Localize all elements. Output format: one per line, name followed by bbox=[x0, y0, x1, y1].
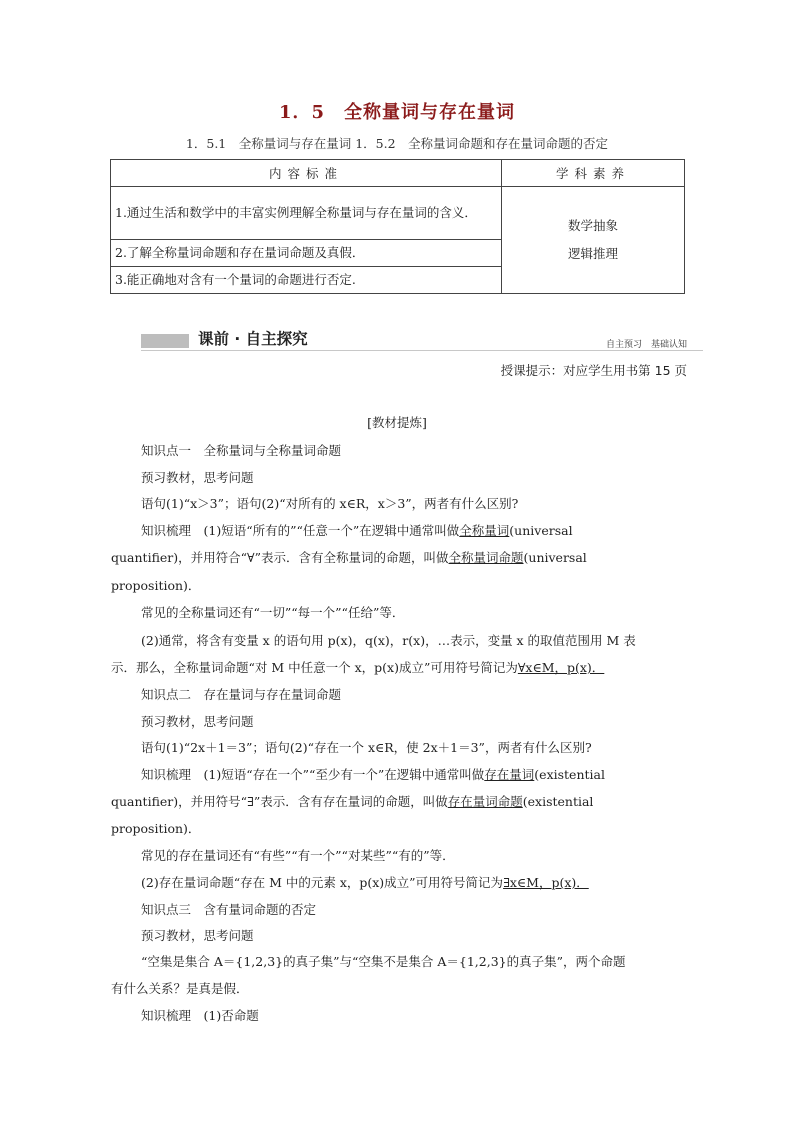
literacy-cell bbox=[502, 187, 685, 294]
table-header-content: 内容标准 bbox=[111, 160, 502, 187]
kp2-preview: 预习教材，思考问题 bbox=[141, 714, 254, 729]
page-subtitle: 1．5.1 全称量词与存在量词 1．5.2 全称量词命题和存在量词命题的否定 bbox=[185, 136, 609, 151]
text-span: 示．那么，全称量词命题“对 M 中任意一个 x，p(x)成立”可用符号简记为 bbox=[111, 660, 518, 675]
kp3-preview: 预习教材，思考问题 bbox=[141, 928, 254, 943]
kp3-question-a: “空集是集合 A＝{1,2,3}的真子集”与“空集不是集合 A＝{1,2,3}的真子集”，两个命题 bbox=[141, 954, 626, 969]
teaching-hint: 授课提示：对应学生用书第 15 页 bbox=[500, 363, 687, 378]
table-header-literacy: 学科素养 bbox=[502, 160, 685, 187]
text-span: quantifier)，并用符合“∀”表示．含有全称量词的命题，叫做 bbox=[111, 550, 449, 565]
kp2-title: 知识点二 存在量词与存在量词命题 bbox=[141, 687, 342, 702]
literacy-item: 逻辑推理 bbox=[567, 246, 618, 261]
standards-table bbox=[110, 159, 685, 294]
kp1-para3a: (2)通常，将含有变量 x 的语句用 p(x)，q(x)，r(x)，…表示，变量 x 的取值范围用 M 表 bbox=[141, 633, 636, 648]
section-divider bbox=[141, 350, 703, 351]
table-row: 3.能正确地对含有一个量词的命题进行否定. bbox=[111, 267, 502, 294]
term-existential-quantifier: 存在量词 bbox=[484, 767, 535, 782]
table-row: 1.通过生活和数学中的丰富实例理解全称量词与存在量词的含义． bbox=[111, 187, 502, 240]
kp1-question: 语句(1)“x＞3”；语句(2)“对所有的 x∈R，x＞3”，两者有什么区别? bbox=[141, 496, 519, 511]
kp1-para1c: proposition)． bbox=[111, 578, 201, 593]
kp2-para2: 常见的存在量词还有“有些”“有一个”“对某些”“有的”等． bbox=[141, 848, 455, 863]
text-span: 知识梳理 (1)短语“存在一个”“至少有一个”在逻辑中通常叫做 bbox=[141, 767, 485, 782]
kp2-para1a bbox=[141, 765, 605, 783]
kp2-para3 bbox=[141, 873, 589, 891]
section-title: 课前 · 自主探究 bbox=[198, 330, 308, 348]
text-span: (existential bbox=[522, 794, 594, 809]
kp3-question-b: 有什么关系？是真是假． bbox=[111, 981, 249, 996]
kp1-para2: 常见的全称量词还有“一切”“每一个”“任给”等． bbox=[141, 605, 405, 620]
table-row: 2.了解全称量词命题和存在量词命题及真假． bbox=[111, 240, 502, 267]
kp1-title: 知识点一 全称量词与全称量词命题 bbox=[141, 443, 342, 458]
text-span: (2)存在量词命题“存在 M 中的元素 x，p(x)成立”可用符号简记为 bbox=[141, 875, 504, 890]
text-span: (universal bbox=[523, 550, 587, 565]
kp1-preview: 预习教材，思考问题 bbox=[141, 470, 254, 485]
kp1-para1b bbox=[111, 548, 587, 566]
term-universal-quantifier: 全称量词 bbox=[459, 523, 510, 538]
material-heading: [教材提炼] bbox=[367, 415, 427, 430]
section-bar bbox=[141, 334, 189, 348]
text-span: quantifier)，并用符号“∃”表示．含有存在量词的命题，叫做 bbox=[111, 794, 448, 809]
text-span: (existential bbox=[534, 767, 605, 782]
kp1-para1a bbox=[141, 521, 573, 539]
kp2-para1b bbox=[111, 792, 593, 810]
text-span: (universal bbox=[509, 523, 573, 538]
kp3-title: 知识点三 含有量词命题的否定 bbox=[141, 902, 317, 917]
term-universal-proposition: 全称量词命题 bbox=[448, 550, 524, 565]
text-span: 知识梳理 (1)短语“所有的”“任意一个”在逻辑中通常叫做 bbox=[141, 523, 460, 538]
section-tag: 自主预习 基础认知 bbox=[606, 340, 688, 350]
page-title: 1．5 全称量词与存在量词 bbox=[278, 102, 516, 123]
symbol-existential: ∃x∈M，p(x)． bbox=[503, 875, 589, 890]
kp2-para1c: proposition)． bbox=[111, 821, 201, 836]
kp3-para1: 知识梳理 (1)否命题 bbox=[141, 1008, 259, 1023]
kp2-question: 语句(1)“2x＋1＝3”；语句(2)“存在一个 x∈R，使 2x＋1＝3”，两者有什么区别? bbox=[141, 740, 592, 755]
symbol-universal: ∀x∈M，p(x)． bbox=[517, 660, 605, 675]
kp1-para3b bbox=[111, 658, 604, 676]
literacy-item: 数学抽象 bbox=[567, 218, 618, 233]
term-existential-proposition: 存在量词命题 bbox=[447, 794, 523, 809]
